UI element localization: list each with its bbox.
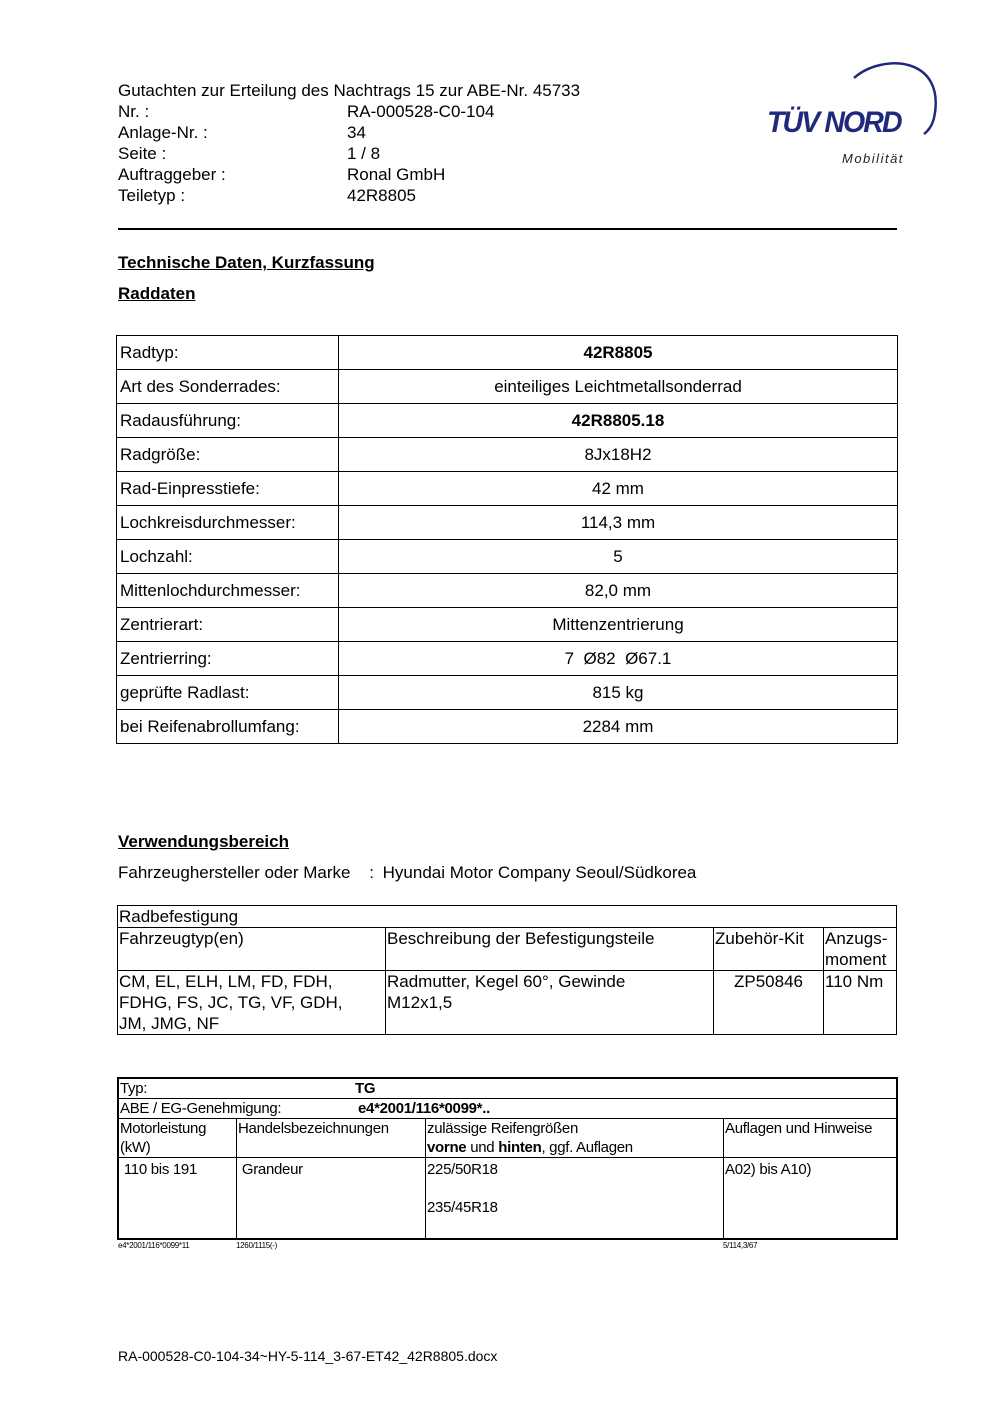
raddaten-value: 42R8805.18 xyxy=(339,404,898,438)
raddaten-label: Lochkreisdurchmesser: xyxy=(117,506,339,540)
header-row-value: 1 / 8 xyxy=(347,144,381,163)
cell-anzugsmoment: 110 Nm xyxy=(824,971,897,1035)
raddaten-label: Radtyp: xyxy=(117,336,339,370)
header-row xyxy=(118,101,494,122)
footer-filename: RA-000528-C0-104-34~HY-5-114_3-67-ET42_42R8805.docx xyxy=(118,1348,498,1364)
raddaten-row xyxy=(117,438,898,472)
typ-table xyxy=(117,1077,898,1240)
raddaten-row xyxy=(117,370,898,404)
raddaten-row xyxy=(117,574,898,608)
raddaten-label: Zentrierring: xyxy=(117,642,339,676)
hersteller-label: Fahrzeughersteller oder Marke xyxy=(118,863,351,882)
header-handelsbezeichnungen: Handelsbezeichnungen xyxy=(237,1119,426,1158)
header-row xyxy=(118,122,366,143)
header-row xyxy=(118,185,416,206)
header-divider xyxy=(118,228,897,230)
verwendung-title: Verwendungsbereich xyxy=(118,832,289,851)
radbefestigung-title: Radbefestigung xyxy=(118,906,897,928)
typ-value: TG xyxy=(355,1080,376,1097)
raddaten-value: 2284 mm xyxy=(339,710,898,744)
header-row-label: Nr. : xyxy=(118,102,150,121)
cell-handelsbezeichnung: Grandeur xyxy=(237,1158,426,1240)
raddaten-row xyxy=(117,540,898,574)
raddaten-value: 114,3 mm xyxy=(339,506,898,540)
header-reifengroessen xyxy=(426,1119,724,1158)
reifen-header-rest: , ggf. Auflagen xyxy=(541,1139,633,1156)
header-auflagen: Auflagen und Hinweise xyxy=(724,1119,898,1158)
header-beschreibung: Beschreibung der Befestigungsteile xyxy=(386,928,714,971)
header-row-value: 34 xyxy=(347,123,366,142)
section-subtitle: Raddaten xyxy=(118,284,196,303)
header-anzugsmoment: Anzugs- moment xyxy=(824,928,897,971)
cell-fahrzeugtypen: CM, EL, ELH, LM, FD, FDH, FDHG, FS, JC, TG, VF, GDH, JM, JMG, NF xyxy=(118,971,386,1035)
footnote-code: 1260/1115(-) xyxy=(236,1241,278,1250)
raddaten-row xyxy=(117,710,898,744)
reifen-header-line1: zulässige Reifengrößen xyxy=(427,1120,578,1137)
footnote-abe: e4*2001/116*0099*11 xyxy=(118,1241,190,1250)
radbefestigung-table xyxy=(117,905,897,1035)
header-row-value: RA-000528-C0-104 xyxy=(347,102,495,121)
raddaten-value: 42R8805 xyxy=(339,336,898,370)
cell-auflagen: A02) bis A10) xyxy=(724,1158,898,1240)
typ-row xyxy=(118,1078,897,1099)
reifen-header-hinten: hinten xyxy=(498,1139,542,1156)
raddaten-value: 7 Ø82 Ø67.1 xyxy=(339,642,898,676)
logo-subtitle: Mobilität xyxy=(842,151,904,166)
hersteller-value: Hyundai Motor Company Seoul/Südkorea xyxy=(382,863,697,882)
hersteller-separator: : xyxy=(369,863,374,882)
raddaten-label: Rad-Einpresstiefe: xyxy=(117,472,339,506)
raddaten-label: bei Reifenabrollumfang: xyxy=(117,710,339,744)
header-row-label: Anlage-Nr. : xyxy=(118,123,208,142)
raddaten-table xyxy=(116,335,898,744)
raddaten-label: Radgröße: xyxy=(117,438,339,472)
cell-zubehoer-kit: ZP50846 xyxy=(714,971,824,1035)
raddaten-row xyxy=(117,472,898,506)
header-row xyxy=(118,143,380,164)
raddaten-row xyxy=(117,642,898,676)
raddaten-row xyxy=(117,676,898,710)
abe-row xyxy=(118,1099,897,1119)
logo-brand: TÜV NORD xyxy=(767,106,901,139)
tuev-nord-logo xyxy=(762,58,942,173)
raddaten-label: Lochzahl: xyxy=(117,540,339,574)
header-motorleistung: Motorleistung (kW) xyxy=(118,1119,237,1158)
raddaten-value: Mittenzentrierung xyxy=(339,608,898,642)
raddaten-value: 815 kg xyxy=(339,676,898,710)
header-row-value: Ronal GmbH xyxy=(347,165,446,184)
raddaten-value: 8Jx18H2 xyxy=(339,438,898,472)
raddaten-value: 5 xyxy=(339,540,898,574)
header-row-label: Auftraggeber : xyxy=(118,165,226,184)
raddaten-value: 82,0 mm xyxy=(339,574,898,608)
raddaten-label: Art des Sonderrades: xyxy=(117,370,339,404)
hersteller-line xyxy=(118,863,696,883)
header-zubehoer-kit: Zubehör-Kit xyxy=(714,928,824,971)
typ-label: Typ: xyxy=(120,1080,148,1097)
section-title: Technische Daten, Kurzfassung xyxy=(118,253,375,272)
header-row-value: 42R8805 xyxy=(347,186,417,205)
raddaten-value: 42 mm xyxy=(339,472,898,506)
reifen-header-und: und xyxy=(466,1139,499,1156)
header-row-label: Teiletyp : xyxy=(118,186,186,205)
raddaten-label: Radausführung: xyxy=(117,404,339,438)
abe-value: e4*2001/116*0099*.. xyxy=(358,1100,490,1117)
reifen-header-vorne: vorne xyxy=(427,1139,467,1156)
raddaten-label: Zentrierart: xyxy=(117,608,339,642)
cell-beschreibung: Radmutter, Kegel 60°, Gewinde M12x1,5 xyxy=(386,971,714,1035)
raddaten-label: geprüfte Radlast: xyxy=(117,676,339,710)
document-title: Gutachten zur Erteilung des Nachtrags 15 zur ABE-Nr. 45733 xyxy=(118,81,581,100)
header-row-label: Seite : xyxy=(118,144,167,163)
raddaten-row xyxy=(117,336,898,370)
cell-reifengroessen: 225/50R18 235/45R18 xyxy=(426,1158,724,1240)
header-fahrzeugtyp: Fahrzeugtyp(en) xyxy=(118,928,386,971)
raddaten-label: Mittenlochdurchmesser: xyxy=(117,574,339,608)
footnote-lochkreis: 5/114,3/67 xyxy=(723,1241,758,1250)
raddaten-row xyxy=(117,608,898,642)
raddaten-value: einteiliges Leichtmetallsonderrad xyxy=(339,370,898,404)
raddaten-row xyxy=(117,506,898,540)
raddaten-row xyxy=(117,404,898,438)
abe-label: ABE / EG-Genehmigung: xyxy=(120,1100,282,1117)
cell-motorleistung: 110 bis 191 xyxy=(118,1158,237,1240)
header-row xyxy=(118,164,445,185)
